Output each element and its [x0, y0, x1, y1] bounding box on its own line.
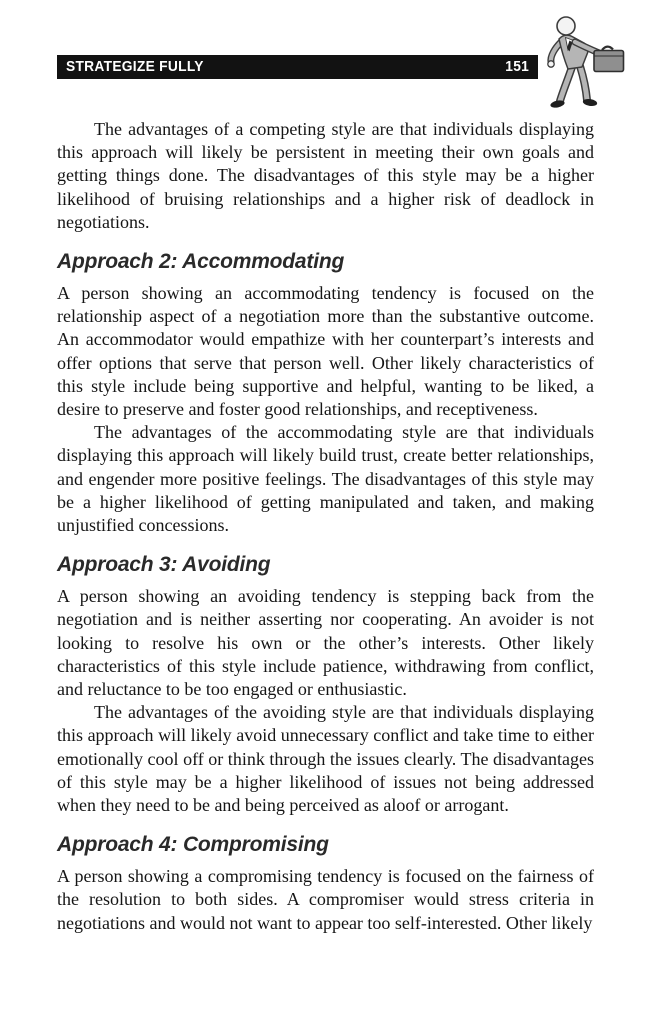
section-heading-avoiding: Approach 3: Avoiding — [57, 553, 271, 577]
section-heading-accommodating: Approach 2: Accommodating — [57, 250, 345, 274]
paragraph-competing-advantages: The advantages of a competing style are that individuals displaying this approach will likely be persistent in meeting their own goals and getting things done. The disadvantages of this style may be a higher likelihood of bruising relationships and a higher risk of deadlock in negotiations. — [57, 119, 594, 232]
page-body-text — [57, 118, 594, 935]
paragraph-avoiding-advantages: The advantages of the avoiding style are that individuals displaying this approach will likely avoid unnecessary conflict and take time to either emotionally cool off or think through the issues clearly. The disadvantages of this style may be a higher likelihood of issues not being addressed when they need to be and being perceived as aloof or arrogant. — [57, 702, 594, 816]
page-number: 151 — [505, 59, 529, 75]
businessman-briefcase-illustration — [546, 13, 636, 113]
open-hand — [548, 61, 554, 67]
briefcase — [594, 51, 624, 72]
chapter-title: STRATEGIZE FULLY — [66, 59, 204, 75]
briefcase-handle — [602, 47, 613, 50]
head — [557, 17, 575, 35]
paragraph-avoiding-description: A person showing an avoiding tendency is stepping back from the negotiation and is neither asserting nor cooperating. An avoider is not looking to resolve his own or the other’s interests. Other likely characteristics of this style include patience, withdrawing from conflict, and reluctance to be too engaged or enthusiastic. — [57, 586, 594, 700]
paragraph-accommodating-advantages: The advantages of the accommodating style are that individuals displaying this approach will likely build trust, create better relationships, and engender more positive feelings. The disadvantages of this style may be a higher likelihood of getting manipulated and taken, and making unjustified concessions. — [57, 422, 594, 536]
section-heading-compromising: Approach 4: Compromising — [57, 833, 329, 857]
paragraph-compromising-description: A person showing a compromising tendency is focused on the fairness of the resolution to both sides. A compromiser would stress criteria in negotiations and would not want to appear too self-interested. Other likely — [57, 866, 594, 933]
chapter-header-bar — [57, 55, 538, 79]
paragraph-accommodating-description: A person showing an accommodating tendency is focused on the relationship aspect of a negotiation more than the substantive outcome. An accommodator would empathize with her counterpart’s interests and offer options that serve that person well. Other likely characteristics of this style include being supportive and helpful, wanting to be liked, a desire to preserve and foster good relationships, and receptiveness. — [57, 283, 594, 420]
